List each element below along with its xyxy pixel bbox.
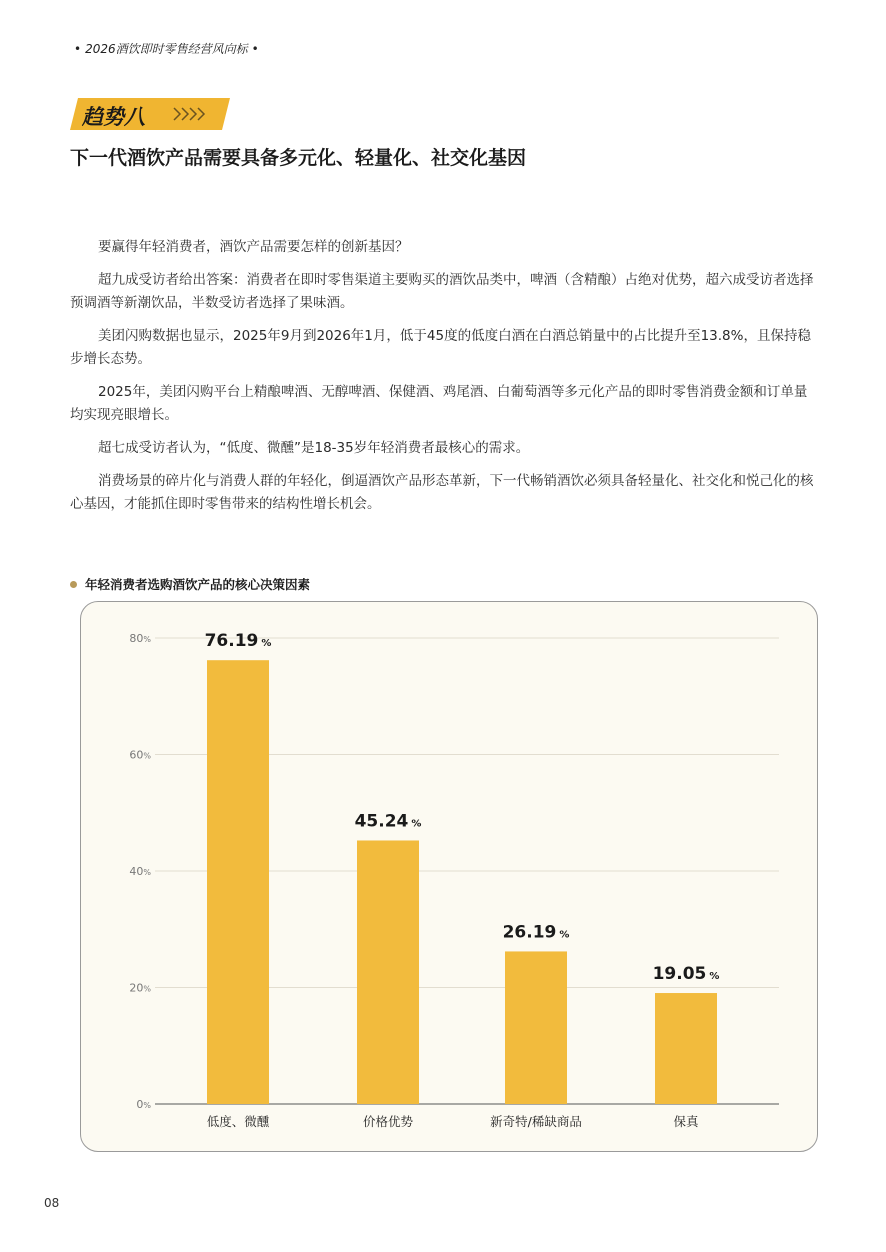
paragraph: 消费场景的碎片化与消费人群的年轻化，倒逼酒饮产品形态革新，下一代畅销酒饮必须具备轻量化、社交化和悦己化的核心基因，才能抓住即时零售带来的结构性增长机会。 (70, 473, 814, 512)
header-bullet-right: • (251, 42, 259, 56)
paragraph: 超七成受访者认为，“低度、微醺”是18-35岁年轻消费者最核心的需求。 (98, 440, 530, 456)
data-label: 26.19 % (502, 922, 570, 943)
bar (505, 951, 567, 1104)
chart-title-text: 年轻消费者选购酒饮产品的核心决策因素 (85, 577, 311, 592)
y-tick-label: 20% (129, 981, 151, 995)
chart-title (70, 575, 310, 593)
header-title: 2026酒饮即时零售经营风向标 (85, 42, 248, 56)
x-tick-label: 新奇特/稀缺商品 (490, 1114, 582, 1129)
trend-label: 趋势八 (82, 104, 145, 129)
data-label: 19.05 % (652, 964, 720, 985)
x-tick-label: 保真 (673, 1114, 699, 1129)
paragraph: 美团闪购数据也显示，2025年9月到2026年1月，低于45度的低度白酒在白酒总销量中的占比提升至13.8%，且保持稳步增长态势。 (70, 328, 811, 367)
bar (207, 660, 269, 1104)
paragraph: 超九成受访者给出答案：消费者在即时零售渠道主要购买的酒饮品类中，啤酒（含精酿）占绝对优势，超六成受访者选择预调酒等新潮饮品，半数受访者选择了果味酒。 (70, 272, 814, 311)
header-bullet-left: • (74, 42, 82, 56)
y-tick-label: 60% (129, 748, 151, 762)
paragraph: 2025年，美团闪购平台上精酿啤酒、无醇啤酒、保健酒、鸡尾酒、白葡萄酒等多元化产品的即时零售消费金额和订单量均实现亮眼增长。 (70, 384, 808, 423)
page-header (70, 40, 263, 57)
section-subtitle: 下一代酒饮产品需要具备多元化、轻量化、社交化基因 (70, 147, 527, 169)
chart-container (80, 601, 818, 1152)
body-text (70, 236, 815, 526)
bar (357, 840, 419, 1104)
page-number: 08 (44, 1196, 60, 1210)
y-tick-label: 80% (129, 632, 151, 645)
bar-chart (81, 602, 818, 1152)
data-label: 45.24 % (354, 811, 422, 832)
y-tick-label: 40% (129, 865, 151, 878)
x-tick-label: 价格优势 (362, 1114, 414, 1129)
y-tick-label: 0% (136, 1098, 151, 1111)
trend-tag (70, 98, 230, 130)
paragraph: 要赢得年轻消费者，酒饮产品需要怎样的创新基因？ (98, 239, 409, 255)
bar (655, 993, 717, 1104)
x-tick-label: 低度、微醺 (206, 1114, 270, 1129)
bullet-dot-icon (70, 581, 77, 588)
data-label: 76.19 % (204, 631, 272, 652)
